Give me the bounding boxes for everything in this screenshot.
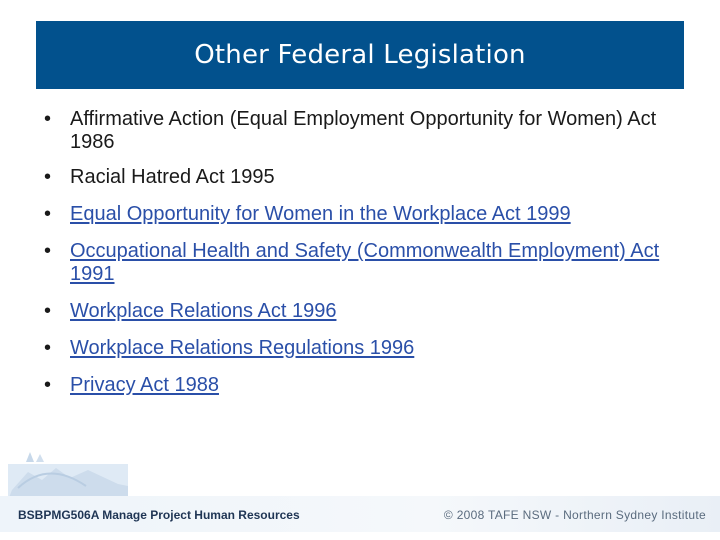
bullet-dot: • bbox=[44, 240, 52, 262]
bullet-dot: • bbox=[44, 203, 52, 225]
bullet-dot: • bbox=[44, 300, 52, 322]
bullet-item bbox=[42, 337, 692, 360]
bullet-item bbox=[42, 374, 692, 397]
harbour-decoration-graphic bbox=[8, 450, 128, 500]
copyright-label: © 2008 TAFE NSW - Northern Sydney Institute bbox=[443, 508, 706, 522]
bullet-dot: • bbox=[44, 166, 52, 188]
bullet-text: Affirmative Action (Equal Employment Opportunity for Women) Act 1986 bbox=[70, 108, 657, 153]
bullet-dot: • bbox=[44, 374, 52, 396]
bullet-item bbox=[42, 240, 692, 286]
bullet-link[interactable]: Equal Opportunity for Women in the Workplace Act 1999 bbox=[70, 203, 571, 225]
bullet-item bbox=[42, 166, 692, 189]
bullet-link[interactable]: Workplace Relations Act 1996 bbox=[70, 300, 337, 322]
bullet-dot: • bbox=[44, 337, 52, 359]
bullet-item bbox=[42, 108, 692, 154]
bullet-item bbox=[42, 300, 692, 323]
bullet-item bbox=[42, 203, 692, 226]
course-code-label: BSBPMG506A Manage Project Human Resources bbox=[18, 508, 300, 522]
slide-title: Other Federal Legislation bbox=[194, 40, 526, 70]
bullet-list bbox=[42, 108, 692, 397]
bullet-link[interactable]: Occupational Health and Safety (Commonwealth Employment) Act 1991 bbox=[70, 240, 660, 285]
title-bar bbox=[36, 21, 684, 89]
bullet-text: Racial Hatred Act 1995 bbox=[70, 166, 275, 188]
bullet-link[interactable]: Privacy Act 1988 bbox=[70, 374, 219, 396]
bullet-link[interactable]: Workplace Relations Regulations 1996 bbox=[70, 337, 415, 359]
bullet-dot: • bbox=[44, 108, 52, 130]
